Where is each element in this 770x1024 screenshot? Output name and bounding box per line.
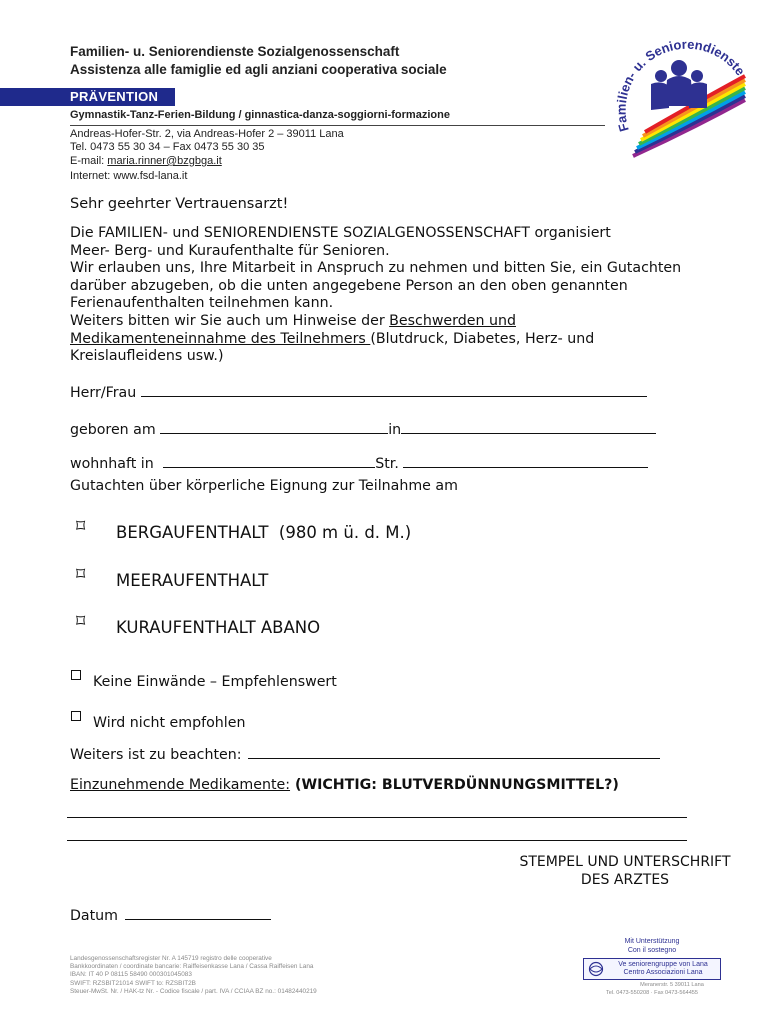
- date-row: [70, 907, 271, 924]
- support-address-line: Tel. 0473-550208 · Fax 0473-564455: [605, 989, 699, 996]
- footer-registry: [70, 955, 317, 996]
- stamp-signature-label: [505, 853, 745, 889]
- birth-field-row: [70, 421, 656, 438]
- birth-place-blank[interactable]: [401, 421, 656, 434]
- address-line: Andreas-Hofer-Str. 2, via Andreas-Hofer 2 – 39011 Lana: [70, 128, 344, 140]
- letter-line: [70, 331, 681, 349]
- recommended-label: Keine Einwände – Empfehlenswert: [93, 674, 337, 690]
- sea-stay-label: MEERAUFENTHALT: [116, 571, 269, 590]
- recommended-checkbox[interactable]: [71, 670, 81, 680]
- support-line: Mit Unterstützung: [624, 938, 680, 945]
- org-name-italian: Assistenza alle famiglie ed agli anziani cooperativa sociale: [70, 62, 447, 77]
- footer-line: Landesgenossenschaftsregister Nr. A 145719 registro delle cooperative: [70, 955, 272, 962]
- footer-line: Steuer-MwSt. Nr. / HAK-tz Nr. - Codice fiscale / part. IVA / CCIAA BZ no.: 01482440219: [70, 987, 317, 995]
- spa-checkbox[interactable]: ⌑: [76, 611, 86, 632]
- letter-text-underlined: Beschwerden und: [389, 312, 516, 329]
- footer-line: IBAN: IT 40 P 08115 58490 000301045083: [70, 971, 192, 979]
- street-blank[interactable]: [403, 455, 648, 468]
- support-address-line: Meranerstr. 5 39011 Lana: [640, 982, 704, 988]
- salutation: Sehr geehrter Vertrauensarzt!: [70, 196, 289, 212]
- notes-blank[interactable]: [248, 746, 660, 759]
- not-recommended-checkbox[interactable]: [71, 711, 81, 721]
- date-blank[interactable]: [125, 907, 271, 920]
- residence-blank[interactable]: [163, 455, 375, 468]
- section-label: PRÄVENTION: [70, 89, 159, 104]
- medication-label: Einzunehmende Medikamente:: [70, 777, 291, 793]
- date-label: Datum: [70, 908, 123, 924]
- org-logo: [605, 38, 755, 163]
- medication-row: [70, 777, 619, 793]
- born-in-label: in: [388, 422, 402, 438]
- letter-line: [70, 313, 681, 331]
- sea-checkbox[interactable]: ⌑: [76, 564, 86, 585]
- letter-line: Ferienaufenthalten teilnehmen kann.: [70, 295, 334, 312]
- letter-line: Die FAMILIEN- und SENIORENDIENSTE SOZIALGENOSSENSCHAFT organisiert: [70, 225, 611, 241]
- medication-line-1[interactable]: [67, 817, 687, 818]
- letter-line: darüber abzugeben, ob die unten angegebene Person an den oben genannten: [70, 277, 628, 294]
- not-recommended-label: Wird nicht empfohlen: [93, 715, 246, 731]
- letter-text-underlined: Medikamenteneinnahme des Teilnehmers: [70, 330, 371, 347]
- residence-field-row: [70, 455, 648, 472]
- residence-label: wohnhaft in: [70, 456, 159, 472]
- footer-line: SWIFT: RZSBIT21014 SWIFT to: RZSBIT2B: [70, 979, 196, 987]
- logo-ring-text: Familien- u. Seniorendienste: [613, 38, 749, 134]
- notes-row: [70, 746, 660, 763]
- mountain-stay-label: BERGAUFENTHALT (980 m ü. d. M.): [116, 523, 412, 542]
- assessment-label: Gutachten über körperliche Eignung zur Teilnahme am: [70, 478, 458, 494]
- support-address: [583, 982, 721, 997]
- support-box-line: Ve seniorengruppe von Lana: [618, 961, 708, 968]
- letter-text: Weiters bitten wir Sie auch um Hinweise der: [70, 312, 390, 329]
- letter-line: Meer- Berg- und Kuraufenthalte für Senioren.: [70, 242, 390, 259]
- stamp-line: DES ARZTES: [580, 872, 670, 888]
- name-label: Herr/Frau: [70, 385, 141, 401]
- letter-line: Wir erlauben uns, Ihre Mitarbeit in Anspruch zu nehmen und bitten Sie, ein Gutachten: [70, 260, 682, 277]
- support-box-line: Centro Associazioni Lana: [623, 969, 703, 976]
- logo-people: [651, 60, 707, 110]
- header-rule: [70, 125, 605, 126]
- stamp-line: STEMPEL UND UNTERSCHRIFT: [519, 854, 731, 870]
- footer-line: Bankkoordinaten / coordinate bancarie: Raiffeisenkasse Lana / Cassa Raiffeisen Lana: [70, 963, 314, 971]
- medication-line-2[interactable]: [67, 840, 687, 841]
- birth-date-blank[interactable]: [160, 421, 388, 434]
- support-logo-box: [583, 958, 721, 980]
- email-line: [70, 155, 222, 167]
- org-name-german: Familien- u. Seniorendienste Sozialgenossenschaft: [70, 44, 400, 59]
- name-blank[interactable]: [141, 384, 647, 397]
- notes-label: Weiters ist zu beachten:: [70, 747, 247, 763]
- phone-line: Tel. 0473 55 30 34 – Fax 0473 55 30 35: [70, 141, 265, 153]
- email-label: E-mail:: [70, 155, 108, 167]
- name-field-row: [70, 384, 647, 401]
- email-link[interactable]: maria.rinner@bzgbga.it: [107, 155, 222, 167]
- internet-line: Internet: www.fsd-lana.it: [70, 170, 188, 182]
- support-box-text: [608, 961, 718, 977]
- born-label: geboren am: [70, 422, 161, 438]
- support-line: Con il sostegno: [627, 946, 677, 954]
- support-caption: [583, 938, 721, 955]
- mountain-checkbox[interactable]: ⌑: [76, 516, 86, 537]
- letter-line: Kreislaufleidens usw.): [70, 348, 224, 365]
- letter-paragraph: [70, 225, 681, 366]
- street-label: Str.: [375, 456, 404, 472]
- letter-text: (Blutdruck, Diabetes, Herz- und: [370, 330, 595, 347]
- program-line: Gymnastik-Tanz-Ferien-Bildung / ginnastica-danza-soggiorni-formazione: [70, 109, 450, 121]
- medication-warning: (WICHTIG: BLUTVERDÜNNUNGSMITTEL?): [290, 777, 619, 793]
- support-logo-icon: [587, 961, 605, 977]
- spa-stay-label: KURAUFENTHALT ABANO: [116, 618, 321, 637]
